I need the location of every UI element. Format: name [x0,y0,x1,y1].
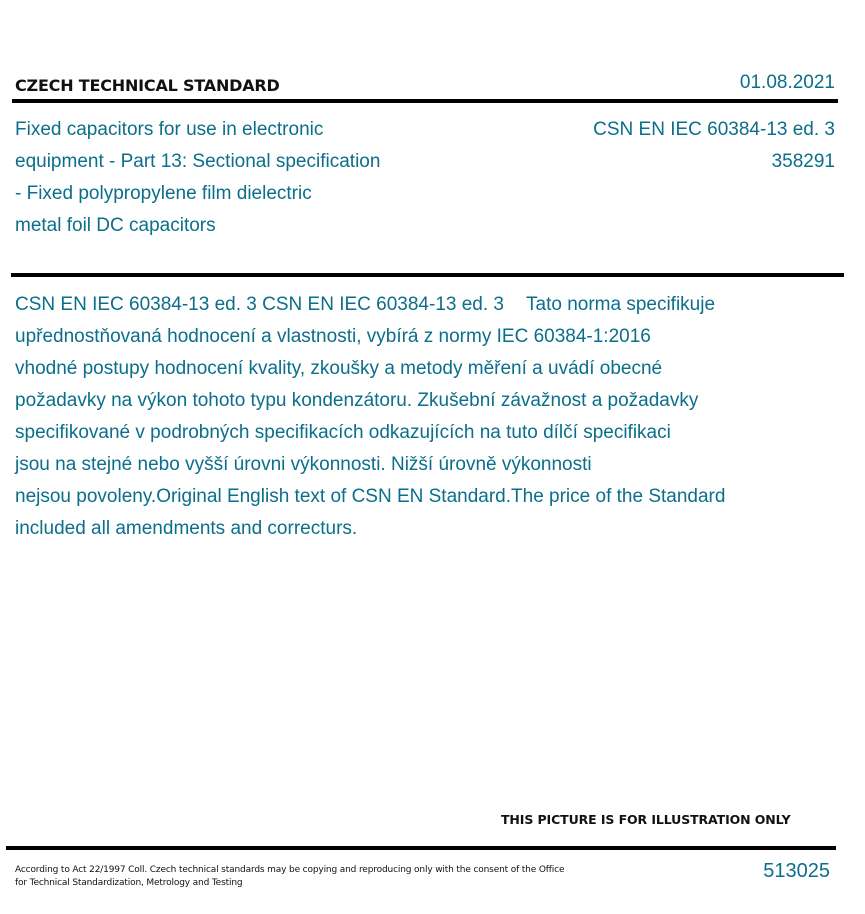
standard-codes [593,114,835,178]
title-line: equipment - Part 13: Sectional specification [15,151,381,172]
publication-date: 01.08.2021 [739,72,835,93]
catalog-number: 358291 [771,151,835,172]
copyright-note-line: for Technical Standardization, Metrology and Testing [15,878,243,888]
copyright-note-line: According to Act 22/1997 Coll. Czech technical standards may be copying and reproducing only with the consent of the Office [15,865,565,875]
title-divider [11,273,844,277]
header-divider [12,99,838,103]
title-line: metal foil DC capacitors [15,215,216,236]
footer-divider [6,846,836,850]
description-id: CSN EN IEC 60384-13 ed. 3 [15,294,257,315]
description-line: included all amendments and correcturs. [15,518,358,539]
illustration-disclaimer: THIS PICTURE IS FOR ILLUSTRATION ONLY [501,812,791,827]
description-line: jsou na stejné nebo vyšší úrovni výkonnosti. Nižší úrovně výkonnosti [15,454,592,475]
description-line: nejsou povoleny.Original English text of CSN EN Standard.The price of the Standard [15,486,726,507]
description-line: požadavky na výkon tohoto typu kondenzátoru. Zkušební závažnost a požadavky [15,390,699,411]
standard-id: CSN EN IEC 60384-13 ed. 3 [593,119,835,140]
standard-title [15,114,455,242]
description-id: CSN EN IEC 60384-13 ed. 3 [262,294,504,315]
description-text [15,289,845,545]
footer-code: 513025 [763,860,830,882]
description-line: vhodné postupy hodnocení kvality, zkoušky a metody měření a uvádí obecné [15,358,663,379]
description-line: specifikované v podrobných specifikacích odkazujících na tuto dílčí specifikaci [15,422,671,443]
description-line-tail: Tato norma specifikuje [526,294,716,315]
title-line: Fixed capacitors for use in electronic [15,119,324,140]
title-line: - Fixed polypropylene film dielectric [15,183,312,204]
copyright-note [15,864,564,890]
document-type-label: CZECH TECHNICAL STANDARD [15,76,280,95]
description-first-line [15,289,845,321]
description-line: upřednostňovaná hodnocení a vlastnosti, vybírá z normy IEC 60384-1:2016 [15,326,651,347]
